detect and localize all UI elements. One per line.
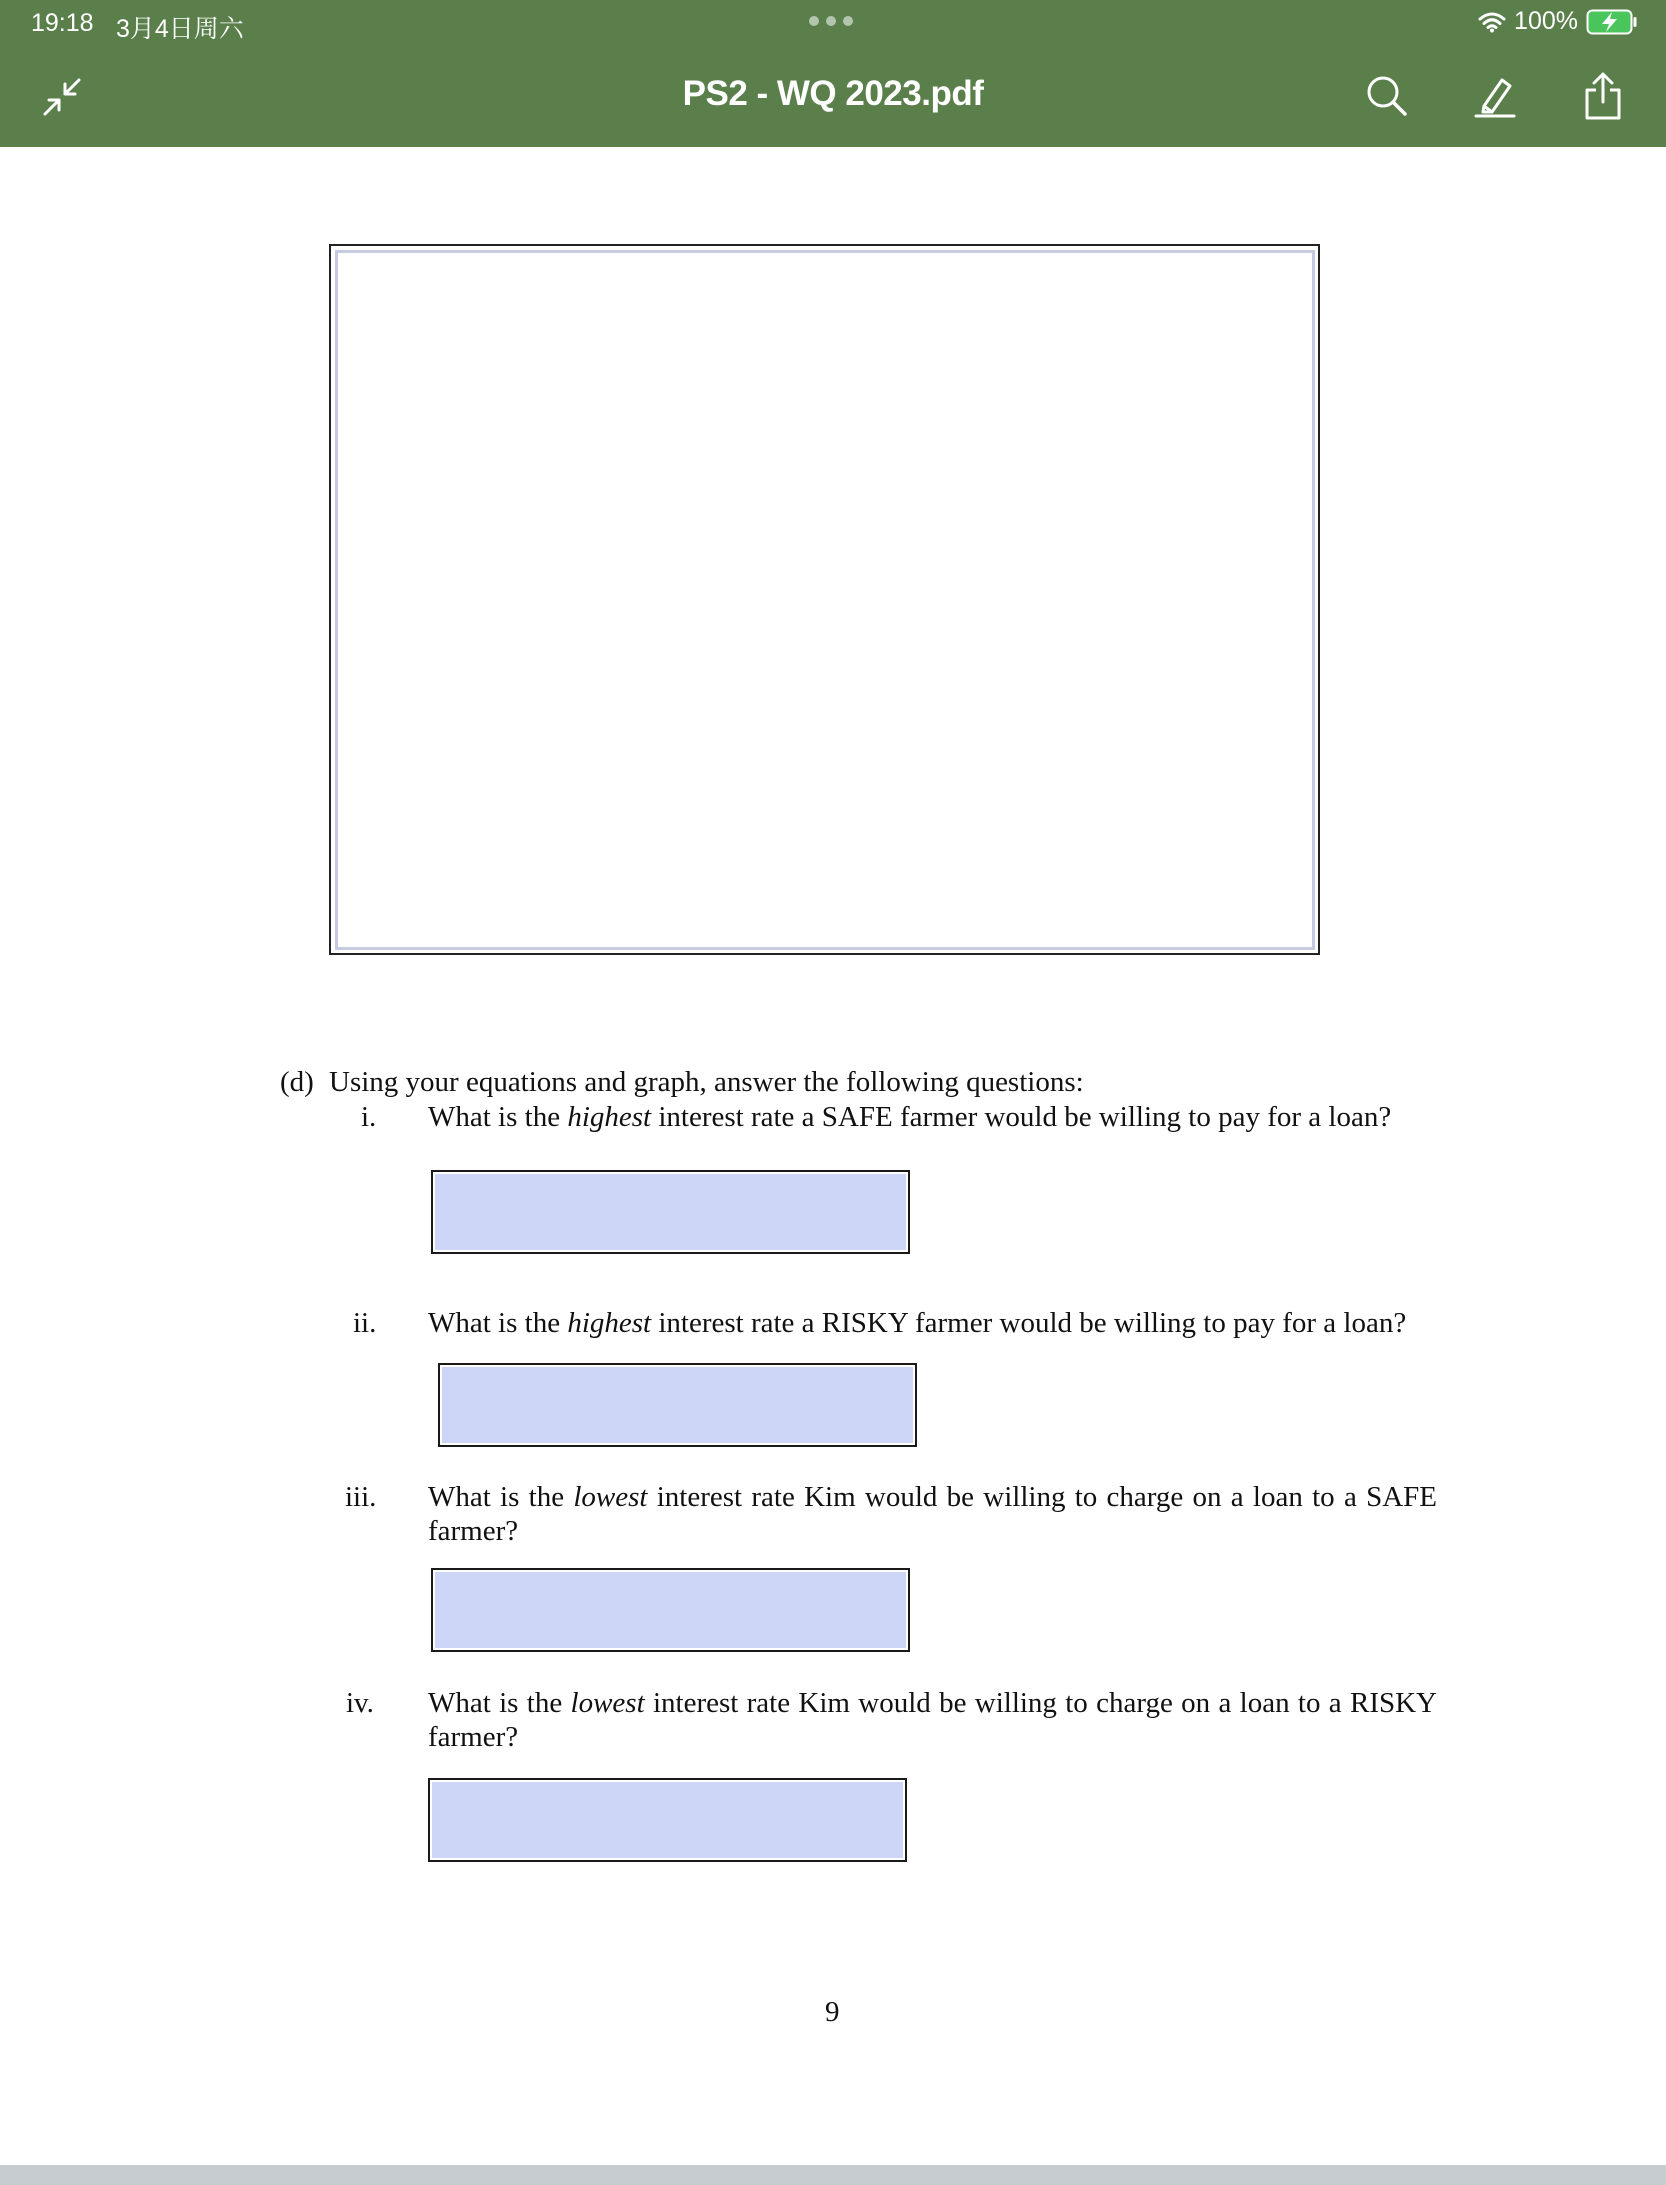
answer-input[interactable] (433, 1172, 908, 1252)
graph-drawing-area[interactable] (329, 244, 1320, 955)
multitasking-dots-icon[interactable] (809, 16, 853, 26)
question-number: iii. (345, 1481, 377, 1513)
status-date: 3月4日周六 (116, 15, 244, 43)
question-number: iv. (346, 1687, 374, 1719)
section-label: (d) (280, 1066, 314, 1098)
question-text: What is the highest interest rate a SAFE farmer would be willing to pay for a loan? (428, 1101, 1392, 1133)
answer-box[interactable] (431, 1568, 910, 1652)
answer-box[interactable] (431, 1170, 910, 1254)
answer-input[interactable] (433, 1570, 908, 1650)
question-text: What is the lowest interest rate Kim would be willing to charge on a loan to a RISKY farmer? (428, 1687, 1437, 1753)
answer-box[interactable] (438, 1363, 917, 1447)
battery-percent: 100% (1514, 7, 1578, 35)
search-icon[interactable] (1365, 74, 1409, 118)
answer-box[interactable] (428, 1778, 907, 1862)
battery-charging-icon (1586, 9, 1638, 35)
answer-input[interactable] (430, 1780, 905, 1860)
section-intro: Using your equations and graph, answer the following questions: (329, 1066, 1084, 1098)
share-icon[interactable] (1582, 70, 1624, 122)
graph-inner-border (335, 250, 1315, 950)
markup-pen-icon[interactable] (1474, 74, 1516, 118)
top-toolbar (0, 0, 1666, 147)
page-number: 9 (825, 1996, 840, 2028)
wifi-icon (1478, 11, 1506, 33)
status-right (1478, 7, 1638, 36)
question-number: ii. (353, 1307, 377, 1339)
answer-input[interactable] (440, 1365, 915, 1445)
question-number: i. (361, 1101, 377, 1133)
question-text: What is the highest interest rate a RISKY farmer would be willing to pay for a loan? (428, 1307, 1407, 1339)
status-time: 19:18 (31, 9, 94, 37)
bottom-strip (0, 2165, 1666, 2185)
question-text: What is the lowest interest rate Kim would be willing to charge on a loan to a SAFE farmer? (428, 1481, 1437, 1547)
document-title: PS2 - WQ 2023.pdf (682, 74, 984, 113)
